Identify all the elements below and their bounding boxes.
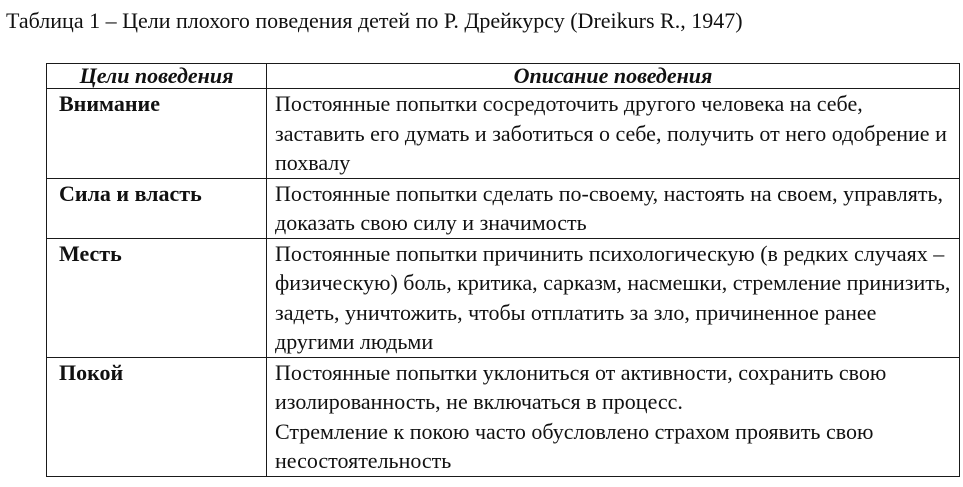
table-row	[47, 357, 960, 476]
table-header-row	[47, 64, 960, 89]
table-row	[47, 89, 960, 179]
description-cell: Постоянные попытки причинить психологическую (в редких случаях – физическую) боль, критика, сарказм, насмешки, стремление принизить, задеть, уничтожить, чтобы отплатить за зло, причиненное ранее другими людьми	[267, 238, 960, 357]
description-text-extra: Стремление к покою часто обусловлено страхом проявить свою несостоятельность	[275, 418, 874, 473]
behavior-goals-table	[46, 63, 960, 477]
table-row	[47, 238, 960, 357]
goal-cell: Месть	[47, 238, 267, 357]
header-goals: Цели поведения	[47, 64, 267, 89]
goal-cell: Сила и власть	[47, 178, 267, 238]
description-cell: Постоянные попытки сделать по-своему, настоять на своем, управлять, доказать свою силу и значимость	[267, 178, 960, 238]
table-row	[47, 178, 960, 238]
description-cell: Постоянные попытки сосредоточить другого человека на себе, заставить его думать и заботиться о себе, получить от него одобрение и похвалу	[267, 89, 960, 179]
header-description: Описание поведения	[267, 64, 960, 89]
table-caption: Таблица 1 – Цели плохого поведения детей по Р. Дрейкурсу (Dreikurs R., 1947)	[6, 8, 743, 33]
description-text: Постоянные попытки уклониться от активности, сохранить свою изолированность, не включаться в процесс.	[275, 359, 887, 414]
description-cell	[267, 357, 960, 476]
goal-cell: Внимание	[47, 89, 267, 179]
goal-cell: Покой	[47, 357, 267, 476]
